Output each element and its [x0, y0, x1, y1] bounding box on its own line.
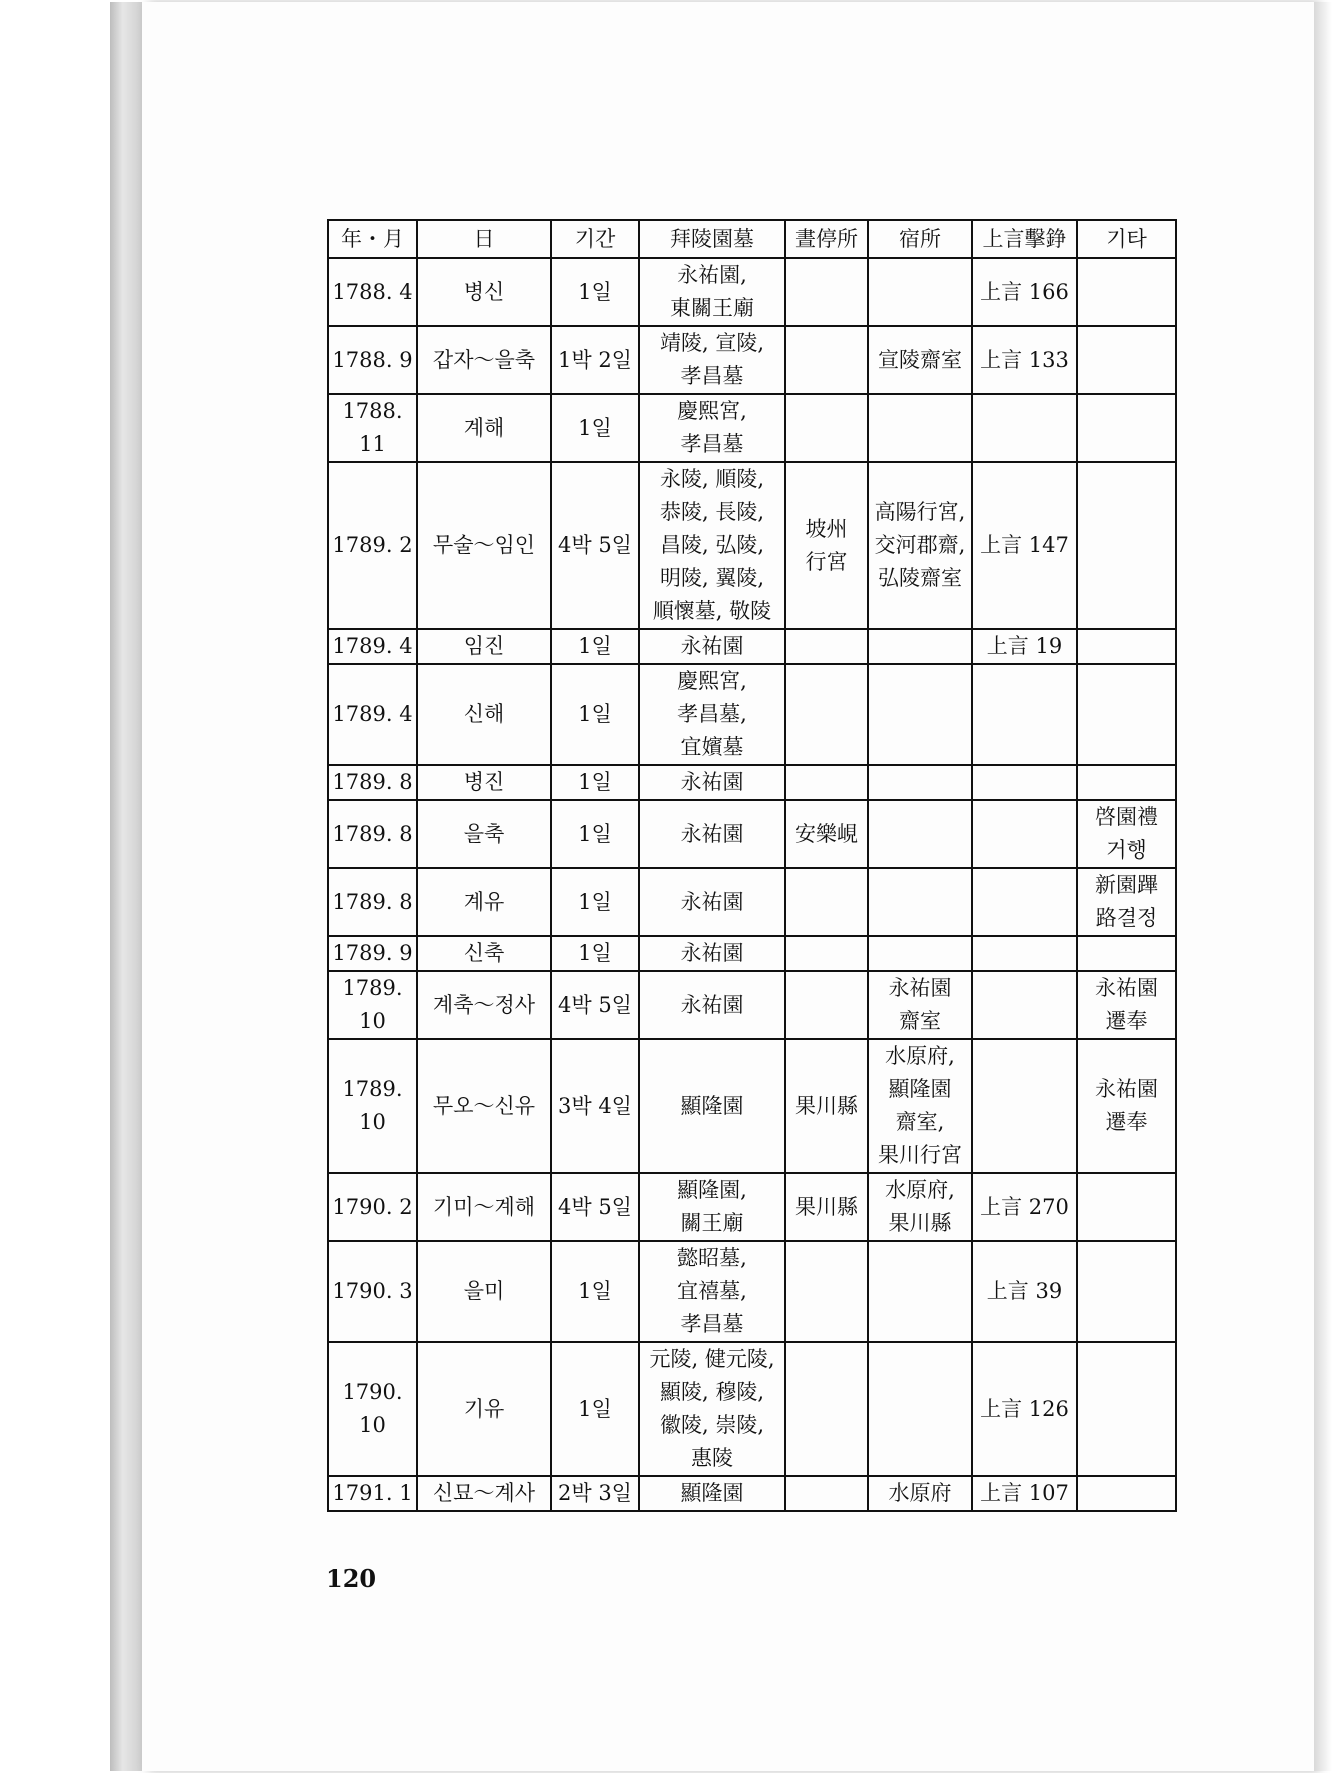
- cell-rest-stop: [785, 936, 868, 971]
- royal-visit-table: [327, 219, 1177, 1512]
- cell-etc: [1077, 258, 1176, 326]
- cell-year-month: 1788. 11: [328, 394, 417, 462]
- cell-period: 1일: [551, 394, 639, 462]
- cell-lodging: [868, 1241, 972, 1342]
- page-number: 120: [326, 1564, 377, 1593]
- table-row: [328, 1476, 1176, 1511]
- cell-visited-site: 慶熙宮, 孝昌墓, 宜嬪墓: [639, 664, 785, 765]
- cell-petition: [972, 800, 1077, 868]
- cell-visited-site: 永祐園: [639, 629, 785, 664]
- cell-period: 1일: [551, 800, 639, 868]
- header-lodging: 宿所: [868, 220, 972, 258]
- cell-lodging: 水原府, 果川縣: [868, 1173, 972, 1241]
- cell-period: 1일: [551, 1241, 639, 1342]
- cell-petition: [972, 765, 1077, 800]
- table-row: [328, 971, 1176, 1039]
- cell-year-month: 1790. 3: [328, 1241, 417, 1342]
- cell-lodging: [868, 664, 972, 765]
- cell-petition: [972, 936, 1077, 971]
- cell-lodging: [868, 868, 972, 936]
- cell-day: 을축: [417, 800, 551, 868]
- cell-visited-site: 永祐園: [639, 868, 785, 936]
- cell-lodging: 水原府: [868, 1476, 972, 1511]
- cell-day: 기유: [417, 1342, 551, 1476]
- cell-petition: [972, 971, 1077, 1039]
- cell-rest-stop: [785, 394, 868, 462]
- cell-petition: [972, 1039, 1077, 1173]
- cell-rest-stop: [785, 1241, 868, 1342]
- table-row: [328, 394, 1176, 462]
- table-row: [328, 462, 1176, 629]
- cell-etc: 永祐園 遷奉: [1077, 1039, 1176, 1173]
- cell-lodging: [868, 629, 972, 664]
- cell-etc: [1077, 1241, 1176, 1342]
- cell-visited-site: 永祐園: [639, 765, 785, 800]
- cell-rest-stop: 果川縣: [785, 1039, 868, 1173]
- cell-etc: 新園蹕 路결정: [1077, 868, 1176, 936]
- table-row: [328, 868, 1176, 936]
- cell-rest-stop: [785, 1342, 868, 1476]
- header-rest-stop: 晝停所: [785, 220, 868, 258]
- table-row: [328, 1241, 1176, 1342]
- cell-rest-stop: [785, 326, 868, 394]
- cell-visited-site: 永祐園, 東關王廟: [639, 258, 785, 326]
- cell-year-month: 1789. 9: [328, 936, 417, 971]
- cell-day: 무오～신유: [417, 1039, 551, 1173]
- cell-visited-site: 元陵, 健元陵, 顯陵, 穆陵, 徽陵, 崇陵, 惠陵: [639, 1342, 785, 1476]
- table-row: [328, 1342, 1176, 1476]
- cell-petition: [972, 868, 1077, 936]
- cell-visited-site: 慶熙宮, 孝昌墓: [639, 394, 785, 462]
- cell-petition: 上言 39: [972, 1241, 1077, 1342]
- cell-visited-site: 永祐園: [639, 800, 785, 868]
- cell-visited-site: 顯隆園, 關王廟: [639, 1173, 785, 1241]
- cell-year-month: 1788. 9: [328, 326, 417, 394]
- cell-petition: 上言 107: [972, 1476, 1077, 1511]
- cell-rest-stop: [785, 765, 868, 800]
- cell-visited-site: 顯隆園: [639, 1039, 785, 1173]
- cell-etc: [1077, 629, 1176, 664]
- cell-period: 2박 3일: [551, 1476, 639, 1511]
- cell-lodging: 水原府, 顯隆園 齋室, 果川行宮: [868, 1039, 972, 1173]
- cell-day: 임진: [417, 629, 551, 664]
- cell-lodging: [868, 765, 972, 800]
- book-spine: [110, 2, 143, 1771]
- cell-year-month: 1790. 2: [328, 1173, 417, 1241]
- table-row: [328, 258, 1176, 326]
- cell-year-month: 1789. 8: [328, 765, 417, 800]
- cell-day: 병신: [417, 258, 551, 326]
- cell-etc: [1077, 326, 1176, 394]
- cell-lodging: 永祐園 齋室: [868, 971, 972, 1039]
- cell-day: 기미～계해: [417, 1173, 551, 1241]
- cell-visited-site: 靖陵, 宣陵, 孝昌墓: [639, 326, 785, 394]
- cell-lodging: 高陽行宮, 交河郡齋, 弘陵齋室: [868, 462, 972, 629]
- cell-year-month: 1790. 10: [328, 1342, 417, 1476]
- cell-rest-stop: [785, 971, 868, 1039]
- header-visited-site: 拜陵園墓: [639, 220, 785, 258]
- cell-year-month: 1789. 4: [328, 629, 417, 664]
- cell-rest-stop: 果川縣: [785, 1173, 868, 1241]
- cell-petition: 上言 147: [972, 462, 1077, 629]
- header-petition: 上言擊錚: [972, 220, 1077, 258]
- cell-petition: 上言 19: [972, 629, 1077, 664]
- table-row: [328, 664, 1176, 765]
- cell-year-month: 1789. 10: [328, 1039, 417, 1173]
- cell-rest-stop: 坡州 行宮: [785, 462, 868, 629]
- cell-lodging: [868, 800, 972, 868]
- cell-etc: [1077, 936, 1176, 971]
- cell-period: 1일: [551, 868, 639, 936]
- cell-etc: [1077, 1342, 1176, 1476]
- cell-year-month: 1789. 8: [328, 800, 417, 868]
- cell-lodging: [868, 394, 972, 462]
- cell-rest-stop: [785, 664, 868, 765]
- cell-day: 을미: [417, 1241, 551, 1342]
- cell-visited-site: 永祐園: [639, 971, 785, 1039]
- cell-rest-stop: [785, 868, 868, 936]
- cell-day: 신축: [417, 936, 551, 971]
- cell-period: 4박 5일: [551, 971, 639, 1039]
- cell-visited-site: 顯隆園: [639, 1476, 785, 1511]
- table-row: [328, 629, 1176, 664]
- header-period: 기간: [551, 220, 639, 258]
- cell-year-month: 1789. 4: [328, 664, 417, 765]
- cell-etc: [1077, 462, 1176, 629]
- cell-etc: [1077, 1476, 1176, 1511]
- cell-year-month: 1791. 1: [328, 1476, 417, 1511]
- cell-period: 1일: [551, 1342, 639, 1476]
- cell-etc: 啓園禮 거행: [1077, 800, 1176, 868]
- header-day: 日: [417, 220, 551, 258]
- cell-period: 3박 4일: [551, 1039, 639, 1173]
- cell-rest-stop: [785, 258, 868, 326]
- table-row: [328, 765, 1176, 800]
- cell-period: 4박 5일: [551, 462, 639, 629]
- page-edge: [1314, 2, 1332, 1771]
- cell-period: 4박 5일: [551, 1173, 639, 1241]
- cell-rest-stop: 安樂峴: [785, 800, 868, 868]
- cell-year-month: 1788. 4: [328, 258, 417, 326]
- cell-year-month: 1789. 2: [328, 462, 417, 629]
- table-row: [328, 326, 1176, 394]
- cell-petition: 上言 133: [972, 326, 1077, 394]
- cell-period: 1일: [551, 664, 639, 765]
- table-row: [328, 800, 1176, 868]
- cell-day: 계해: [417, 394, 551, 462]
- cell-year-month: 1789. 10: [328, 971, 417, 1039]
- cell-day: 계유: [417, 868, 551, 936]
- cell-petition: [972, 664, 1077, 765]
- cell-rest-stop: [785, 629, 868, 664]
- cell-lodging: [868, 1342, 972, 1476]
- cell-rest-stop: [785, 1476, 868, 1511]
- cell-day: 신묘～계사: [417, 1476, 551, 1511]
- cell-day: 계축～정사: [417, 971, 551, 1039]
- cell-petition: 上言 126: [972, 1342, 1077, 1476]
- cell-etc: [1077, 394, 1176, 462]
- cell-visited-site: 懿昭墓, 宜禧墓, 孝昌墓: [639, 1241, 785, 1342]
- cell-period: 1박 2일: [551, 326, 639, 394]
- cell-etc: [1077, 1173, 1176, 1241]
- table-row: [328, 1173, 1176, 1241]
- header-etc: 기타: [1077, 220, 1176, 258]
- cell-lodging: [868, 936, 972, 971]
- header-row: [328, 220, 1176, 258]
- cell-lodging: 宣陵齋室: [868, 326, 972, 394]
- table-row: [328, 936, 1176, 971]
- cell-day: 무술～임인: [417, 462, 551, 629]
- header-year-month: 年・月: [328, 220, 417, 258]
- cell-period: 1일: [551, 765, 639, 800]
- cell-petition: 上言 166: [972, 258, 1077, 326]
- cell-day: 갑자～을축: [417, 326, 551, 394]
- cell-period: 1일: [551, 629, 639, 664]
- cell-day: 병진: [417, 765, 551, 800]
- cell-etc: [1077, 664, 1176, 765]
- cell-day: 신해: [417, 664, 551, 765]
- cell-visited-site: 永祐園: [639, 936, 785, 971]
- cell-etc: 永祐園 遷奉: [1077, 971, 1176, 1039]
- cell-visited-site: 永陵, 順陵, 恭陵, 長陵, 昌陵, 弘陵, 明陵, 翼陵, 順懷墓, 敬陵: [639, 462, 785, 629]
- cell-period: 1일: [551, 936, 639, 971]
- cell-period: 1일: [551, 258, 639, 326]
- cell-etc: [1077, 765, 1176, 800]
- cell-petition: [972, 394, 1077, 462]
- cell-lodging: [868, 258, 972, 326]
- cell-petition: 上言 270: [972, 1173, 1077, 1241]
- cell-year-month: 1789. 8: [328, 868, 417, 936]
- table-row: [328, 1039, 1176, 1173]
